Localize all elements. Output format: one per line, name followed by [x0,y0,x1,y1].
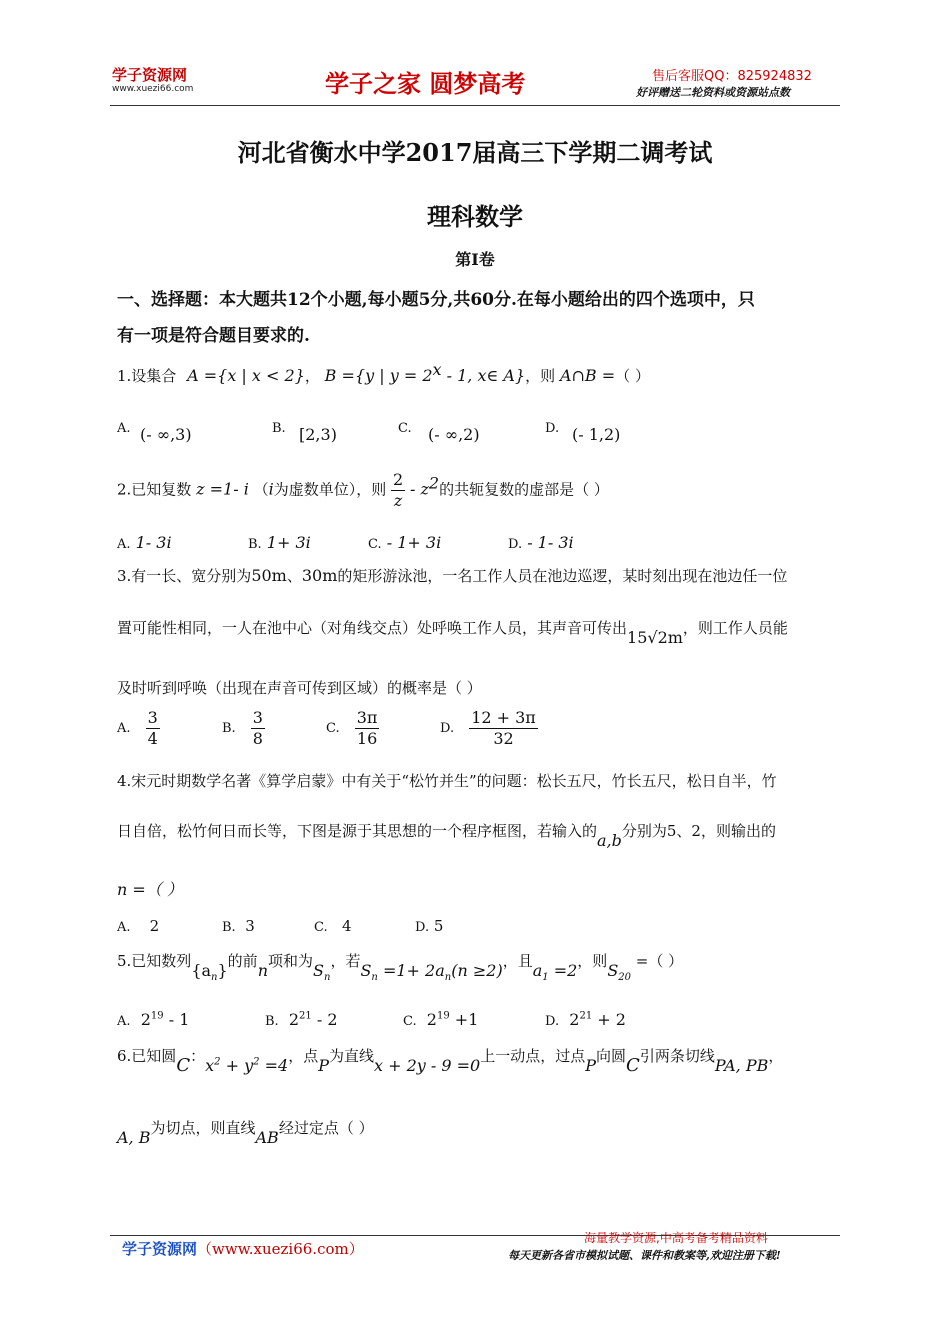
q5-option-b: B. $2^{21} - 2$ [265,1010,338,1029]
q3-option-d: D. $\frac{12 + 3\pi}{32}$ [440,708,536,748]
header-divider [110,105,840,106]
q1-option-a-value: (- ∞,3) [140,425,192,444]
question-3-line3: 及时听到呼唤（出现在声音可传到区域）的概率是（ ） [117,679,482,697]
site-logo-url: www.xuezi66.com [112,84,194,94]
question-4-line3: n =（ ） [117,880,183,899]
q3-option-b: B. $\frac{3}{8}$ [222,708,263,748]
question-3-line2: 置可能性相同，一人在池中心（对角线交点）处呼唤工作人员，其声音可传出15√2m，则工作人员能 [117,619,788,647]
q3-option-c: C. $\frac{3\pi}{16}$ [326,708,378,748]
volume-label: 第Ⅰ卷 [455,250,495,269]
q1-option-d: D. [545,421,560,436]
q3-option-a: A. $\frac{3}{4}$ [117,708,158,748]
q4-option-a: A. 2 [117,917,160,935]
question-2: 2.已知复数 z =1- i （i为虚数单位），则 $\frac{2}{z}$ - $z^2$的共轭复数的虚部是（ ） [117,470,609,510]
question-5: 5.已知数列$\{a_n\}$的前n项和为$S_n$，若$S_n =1+ 2a_n(n \ge 2)$，且$a_1 =2$，则$S_{20}$ =（ ） [117,952,684,984]
q1-option-c: C. [398,421,412,436]
question-4-line1: 4.宋元时期数学名著《算学启蒙》中有关于“松竹并生”的问题：松长五尺，竹长五尺，松日自半，竹 [117,772,777,790]
question-3-line1: 3.有一长、宽分别为50m、30m的矩形游泳池，一名工作人员在池边巡逻，某时刻出现在池边任一位 [117,566,788,585]
q4-option-b: B. 3 [222,917,255,935]
q5-option-c: C. $2^{19} +1$ [403,1010,479,1029]
q1-option-c-value: (- ∞,2) [428,425,480,444]
question-4-line2: 日自倍，松竹何日而长等，下图是源于其思想的一个程序框图，若输入的a,b分别为5、2，则输出的 [117,822,776,850]
header-gift-note: 好评赠送二轮资料或资源站点数 [636,86,790,99]
section-heading-line2: 有一项是符合题目要求的. [117,326,310,346]
footer-site: 学子资源网（www.xuezi66.com） [122,1240,364,1258]
q5-option-d: D. $2^{21} + 2$ [545,1010,626,1029]
q1-option-d-value: (- 1,2) [572,425,621,444]
q1-option-b-value: [2,3) [299,425,337,444]
footer-note: 每天更新各省市模拟试题、课件和教案等,欢迎注册下载! [508,1249,781,1262]
q1-option-a: A. [117,421,131,436]
q4-option-d: D. 5 [415,917,444,935]
header-slogan: 学子之家 圆梦高考 [325,70,526,98]
q2-option-d: D. - 1- 3i [508,533,574,552]
question-6-line2: A, B为切点，则直线AB经过定点（ ） [117,1119,374,1147]
q2-option-b: B. 1+ 3i [248,533,311,552]
exam-title: 河北省衡水中学2017届高三下学期二调考试 [237,138,713,167]
q5-option-a: A. $2^{19} - 1$ [117,1010,190,1029]
question-1: 1.设集合 A ={x | x < 2}， B ={y | $y = 2^x - 1$, x∈ A}，则 A∩B =（ ） [117,360,650,385]
footer-tagline: 海量教学资源,中高考备考精品资料 [584,1231,768,1245]
header-qq: 售后客服QQ：825924832 [652,69,812,84]
section-heading-line1: 一、选择题：本大题共12个小题,每小题5分,共60分.在每小题给出的四个选项中，只 [117,290,755,310]
footer-url[interactable]: （www.xuezi66.com） [197,1240,364,1258]
question-6-line1: 6.已知圆C：$x^2 + y^2 =4$，点P为直线x + 2y - 9 =0上一动点，过点P向圆C引两条切线PA, PB， [117,1047,784,1076]
q2-option-c: C. - 1+ 3i [368,533,442,552]
subject-title: 理科数学 [427,202,523,231]
q4-option-c: C. 4 [314,917,352,935]
q1-option-b: B. [272,421,286,436]
site-logo-text: 学子资源网 [112,66,188,84]
q2-option-a: A. 1- 3i [117,533,172,552]
